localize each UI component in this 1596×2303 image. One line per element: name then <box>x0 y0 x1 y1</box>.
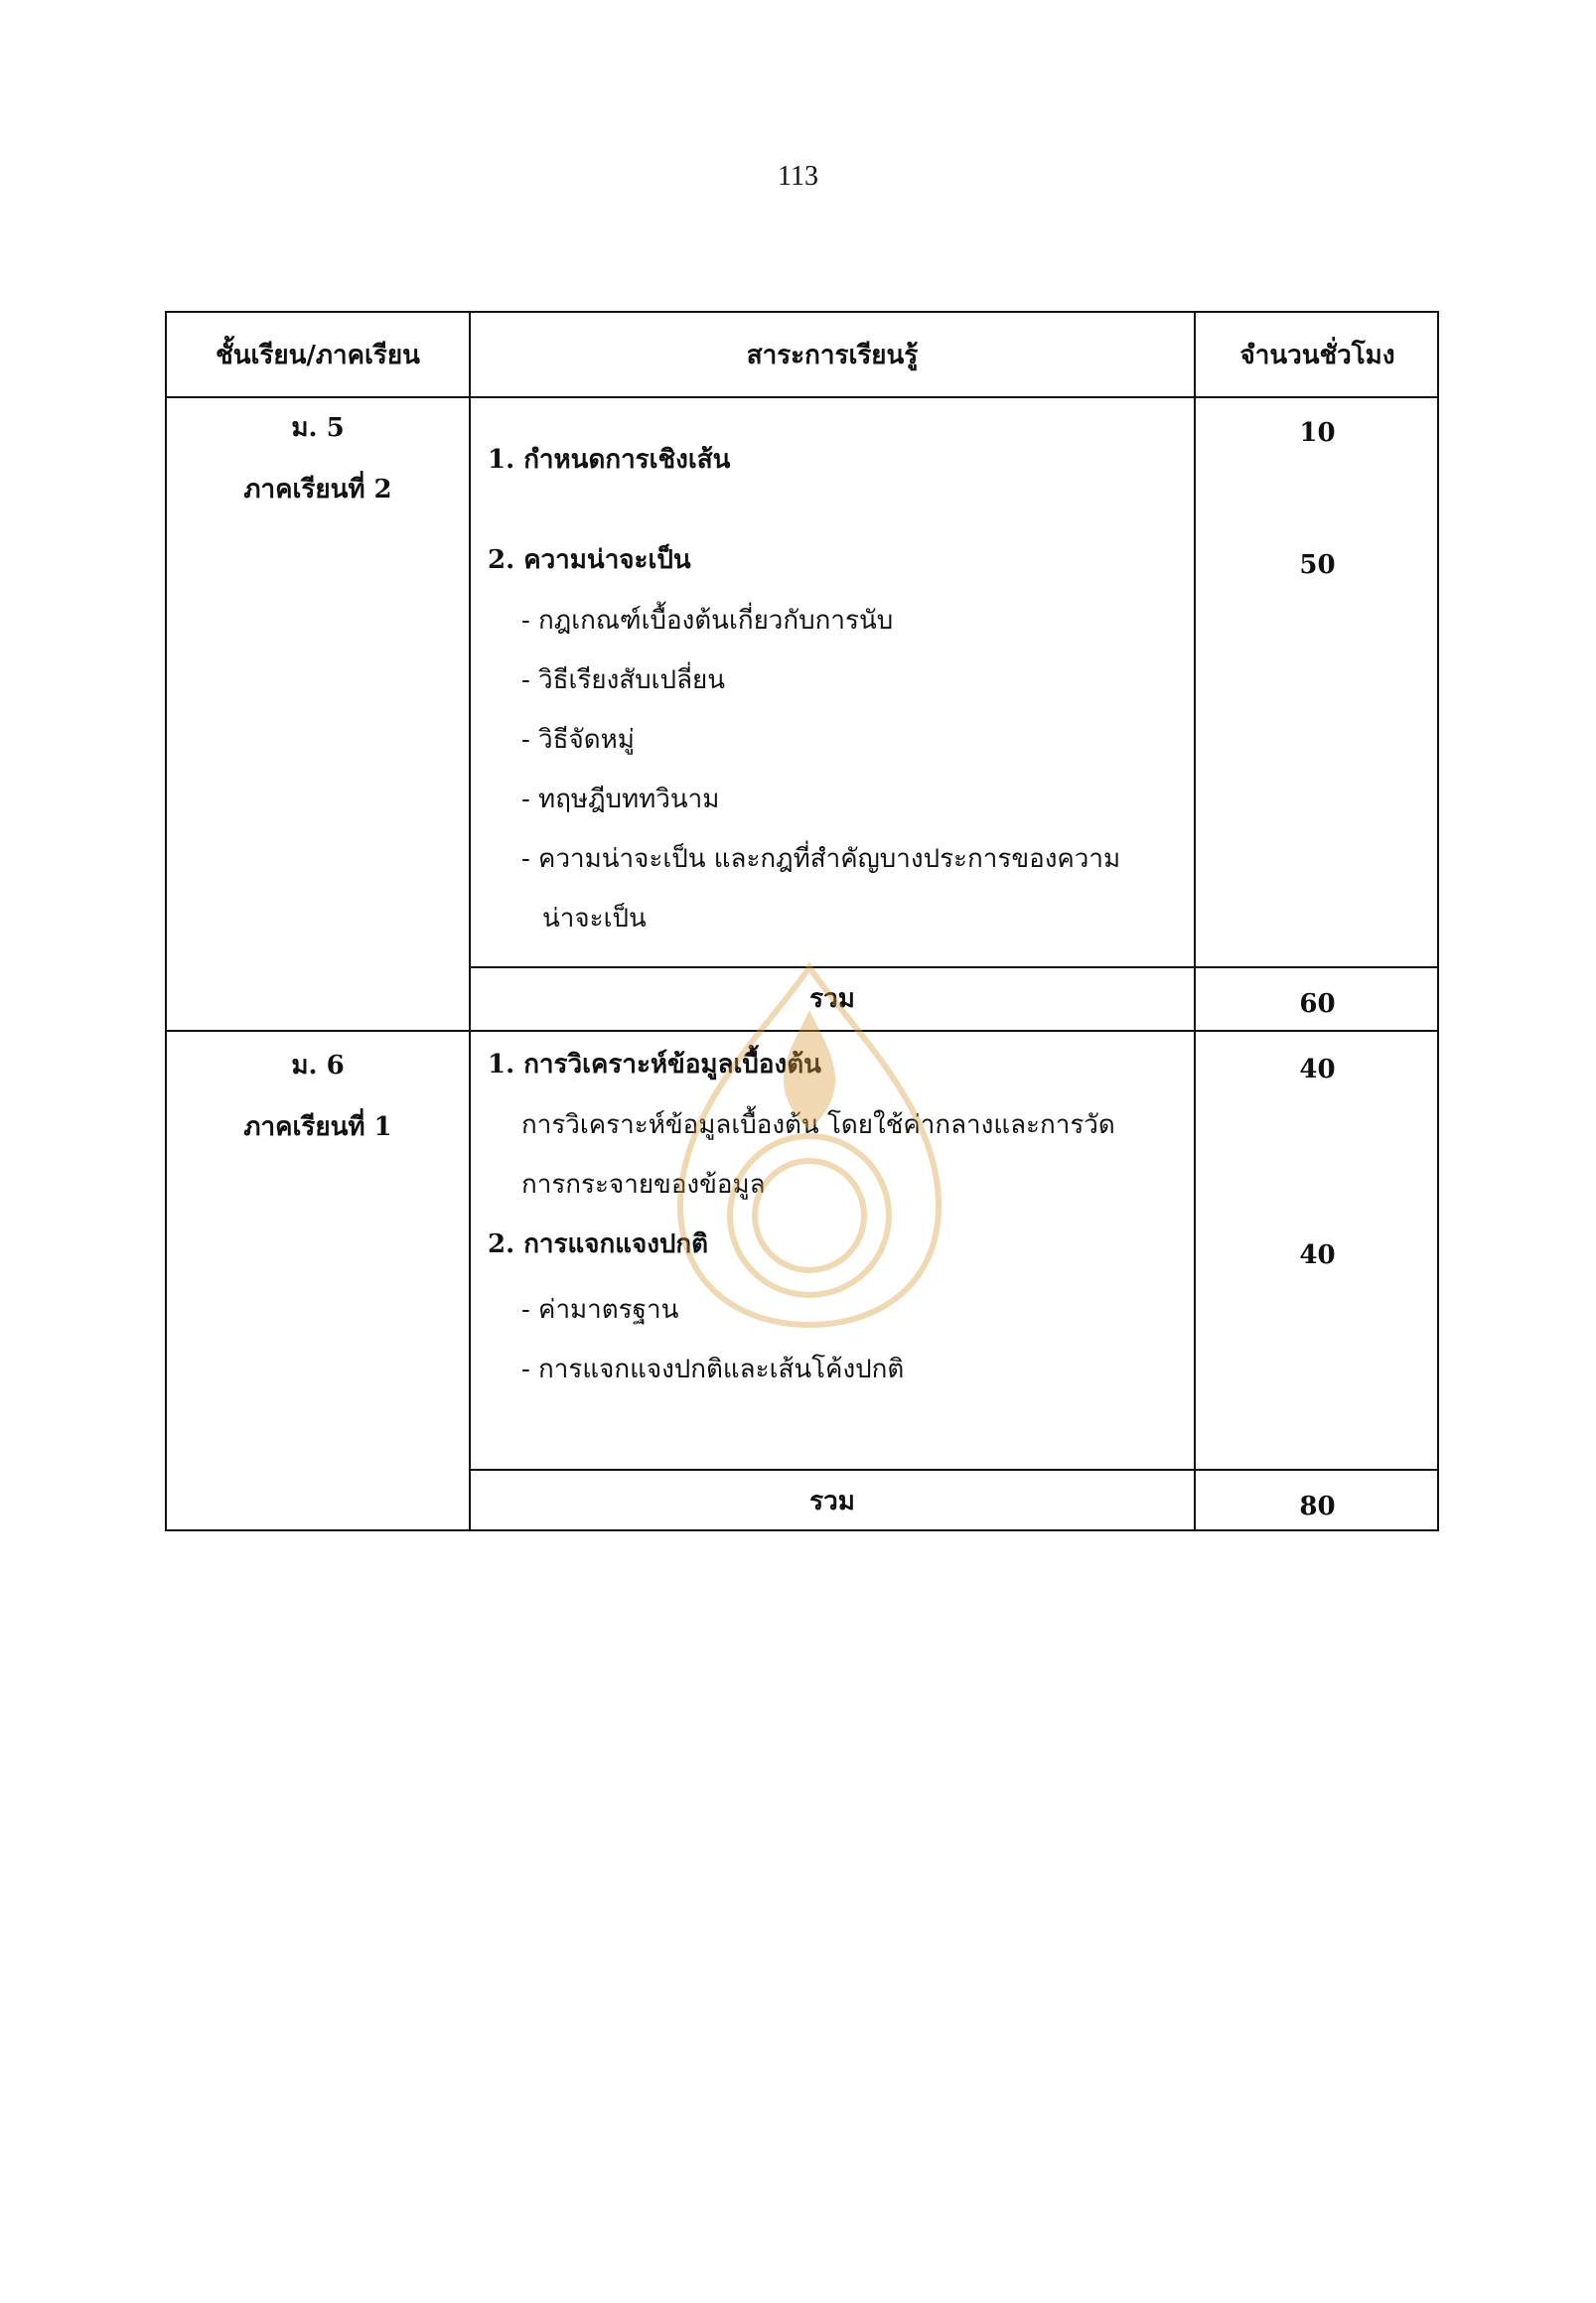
header-hours: จำนวนชั่วโมง <box>1239 341 1395 370</box>
topic-hours: 40 <box>1299 1055 1336 1084</box>
total-label: รวม <box>809 984 855 1014</box>
emblem-shape <box>680 967 939 1325</box>
topic-title: 2. ความน่าจะเป็น <box>488 545 691 575</box>
topic-hours: 40 <box>1299 1240 1336 1270</box>
semester-label: ภาคเรียนที่ 1 <box>243 1112 392 1142</box>
list-item: - การแจกแจงปกติและเส้นโค้งปกติ <box>521 1355 905 1384</box>
list-item: - ทฤษฎีบททวินาม <box>521 785 720 814</box>
topic-hours: 10 <box>1299 418 1336 448</box>
grade-label: ม. 5 <box>291 413 345 443</box>
list-item: น่าจะเป็น <box>542 904 647 934</box>
list-item: - กฎเกณฑ์เบื้องต้นเกี่ยวกับการนับ <box>521 606 894 636</box>
total-divider <box>469 1469 1437 1471</box>
column-divider <box>469 313 471 1529</box>
curriculum-table <box>165 311 1439 1531</box>
header-level: ชั้นเรียน/ภาคเรียน <box>216 341 420 370</box>
total-hours: 80 <box>1299 1492 1336 1521</box>
description-line: การกระจายของข้อมูล <box>521 1170 766 1200</box>
topic-title: 1. กำหนดการเชิงเส้น <box>488 445 731 475</box>
grade-label: ม. 6 <box>291 1051 345 1080</box>
total-hours: 60 <box>1299 989 1336 1019</box>
list-item: - วิธีจัดหมู่ <box>521 725 635 755</box>
list-item: - ค่ามาตรฐาน <box>521 1295 679 1325</box>
topic-title: 2. การแจกแจงปกติ <box>488 1229 709 1259</box>
list-item: - ความน่าจะเป็น และกฎที่สำคัญบางประการของความ <box>521 844 1121 874</box>
description-line: การวิเคราะห์ข้อมูลเบื้องต้น โดยใช้ค่ากลางและการวัด <box>521 1110 1115 1140</box>
total-label: รวม <box>809 1487 855 1516</box>
header-content: สาระการเรียนรู้ <box>746 341 919 370</box>
topic-hours: 50 <box>1299 550 1336 580</box>
emblem-watermark-icon <box>660 957 958 1335</box>
topic-title: 1. การวิเคราะห์ข้อมูลเบื้องต้น <box>488 1050 821 1080</box>
header-divider <box>167 396 1437 398</box>
page-number: 113 <box>778 161 818 192</box>
semester-label: ภาคเรียนที่ 2 <box>243 475 392 504</box>
column-divider <box>1194 313 1196 1529</box>
list-item: - วิธีเรียงสับเปลี่ยน <box>521 665 726 695</box>
